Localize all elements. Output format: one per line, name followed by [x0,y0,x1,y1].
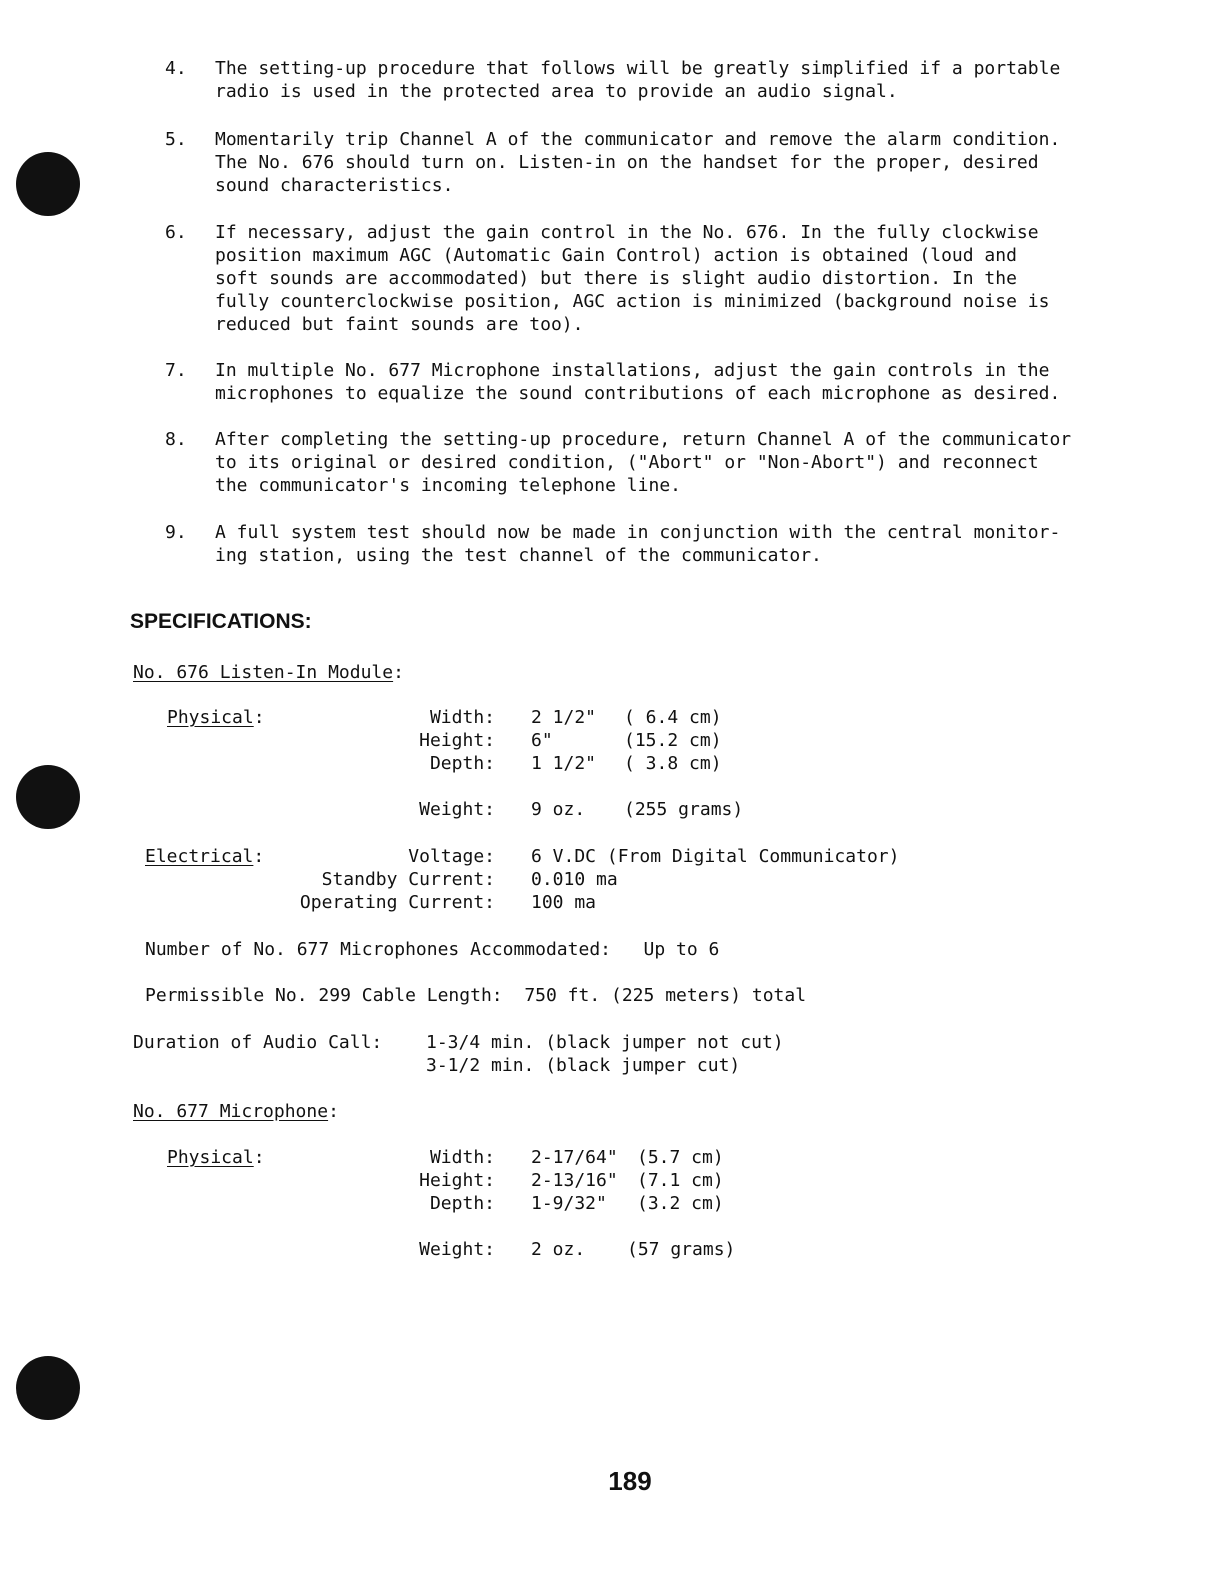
step-text [215,128,1060,197]
spec-value: 2 oz. [531,1239,586,1260]
step-number: 8. [165,429,187,450]
spec-metric: (3.2 cm) [637,1193,724,1214]
spec-value: 1-9/32" [531,1193,607,1214]
spec-label: Weight: [419,1239,495,1260]
spec-label: Depth: [429,753,495,774]
specifications-heading: SPECIFICATIONS: [130,610,312,633]
step-line: reduced but faint sounds are too). [215,314,584,335]
punch-hole [16,765,80,829]
spec-metric: (57 grams) [627,1239,736,1260]
spec-label: Weight: [419,799,495,820]
step-line: Momentarily trip Channel A of the communicator and remove the alarm condition. [215,129,1061,150]
spec-value: 100 ma [531,892,597,913]
mic-677-title-text: No. 677 Microphone [133,1101,329,1122]
spec-value: Up to 6 [643,939,720,960]
step-line: radio is used in the protected area to provide an audio signal. [215,81,898,102]
spec-label: Operating Current: [299,892,495,913]
step-line: After completing the setting-up procedure, return Channel A of the communicator [215,429,1072,450]
spec-value: 750 ft. (225 meters) total [524,985,807,1006]
electrical-label: Electrical: [145,846,265,867]
step-line: the communicator's incoming telephone line. [215,475,681,496]
step-line: A full system test should now be made in conjunction with the central monitor- [215,522,1061,543]
spec-value: 6" [531,730,553,751]
step-line: soft sounds are accommodated) but there is slight audio distortion. In the [215,268,1017,289]
spec-value: 2 1/2" [531,707,597,728]
module-676-title: No. 676 Listen-In Module: [133,662,404,683]
spec-value: 1-3/4 min. (black jumper not cut) [426,1032,784,1053]
cable-length [145,984,806,1007]
spec-label: Width: [429,707,495,728]
spec-label: Height: [419,730,495,751]
page-number: 189 [608,1466,652,1496]
spec-value: 2-13/16" [531,1170,618,1191]
step-text [215,359,1060,405]
physical-label-text: Physical [167,1147,254,1168]
electrical-label-text: Electrical [145,846,254,867]
step-line: to its original or desired condition, ("Abort" or "Non-Abort") and reconnect [215,452,1039,473]
spec-metric: (15.2 cm) [624,730,722,751]
step-line: If necessary, adjust the gain control in the No. 676. In the fully clockwise [215,222,1039,243]
step-number: 5. [165,129,187,150]
physical-label: Physical: [167,707,265,728]
spec-label: Permissible No. 299 Cable Length: [145,985,503,1006]
step-line: In multiple No. 677 Microphone installations, adjust the gain controls in the [215,360,1050,381]
spec-value: 3-1/2 min. (black jumper cut) [426,1055,741,1076]
spec-value: 9 oz. [531,799,586,820]
step-number: 9. [165,522,187,543]
spec-metric: (7.1 cm) [637,1170,724,1191]
spec-metric: ( 6.4 cm) [624,707,722,728]
step-line: position maximum AGC (Automatic Gain Control) action is obtained (loud and [215,245,1017,266]
step-text [215,521,1060,567]
mic-677-title: No. 677 Microphone: [133,1101,339,1122]
step-number: 7. [165,360,187,381]
microphones-accommodated [145,938,719,961]
spec-metric: ( 3.8 cm) [624,753,722,774]
spec-metric: (5.7 cm) [637,1147,724,1168]
step-number: 4. [165,58,187,79]
spec-label: Height: [419,1170,495,1191]
spec-label: Width: [429,1147,495,1168]
step-line: microphones to equalize the sound contributions of each microphone as desired. [215,383,1061,404]
spec-label: Depth: [429,1193,495,1214]
spec-metric: (255 grams) [624,799,744,820]
step-number: 6. [165,222,187,243]
step-line: fully counterclockwise position, AGC action is minimized (background noise is [215,291,1050,312]
spec-label: Duration of Audio Call: [133,1032,383,1053]
spec-label: Voltage: [408,846,495,867]
spec-value: 6 V.DC (From Digital Communicator) [531,846,900,867]
spec-value: 0.010 ma [531,869,618,890]
module-676-title-text: No. 676 Listen-In Module [133,662,394,683]
spec-label: Standby Current: [321,869,495,890]
step-line: ing station, using the test channel of the communicator. [215,545,822,566]
step-line: The setting-up procedure that follows will be greatly simplified if a portable [215,58,1061,79]
punch-hole [16,152,80,216]
spec-value: 2-17/64" [531,1147,618,1168]
spec-label: Number of No. 677 Microphones Accommodated: [145,939,611,960]
punch-hole [16,1356,80,1420]
physical-label: Physical: [167,1147,265,1168]
step-text [215,221,1049,336]
step-line: The No. 676 should turn on. Listen-in on the handset for the proper, desired [215,152,1039,173]
physical-label-text: Physical [167,707,254,728]
step-line: sound characteristics. [215,175,454,196]
step-text [215,428,1071,497]
step-text [215,57,1060,103]
spec-value: 1 1/2" [531,753,597,774]
